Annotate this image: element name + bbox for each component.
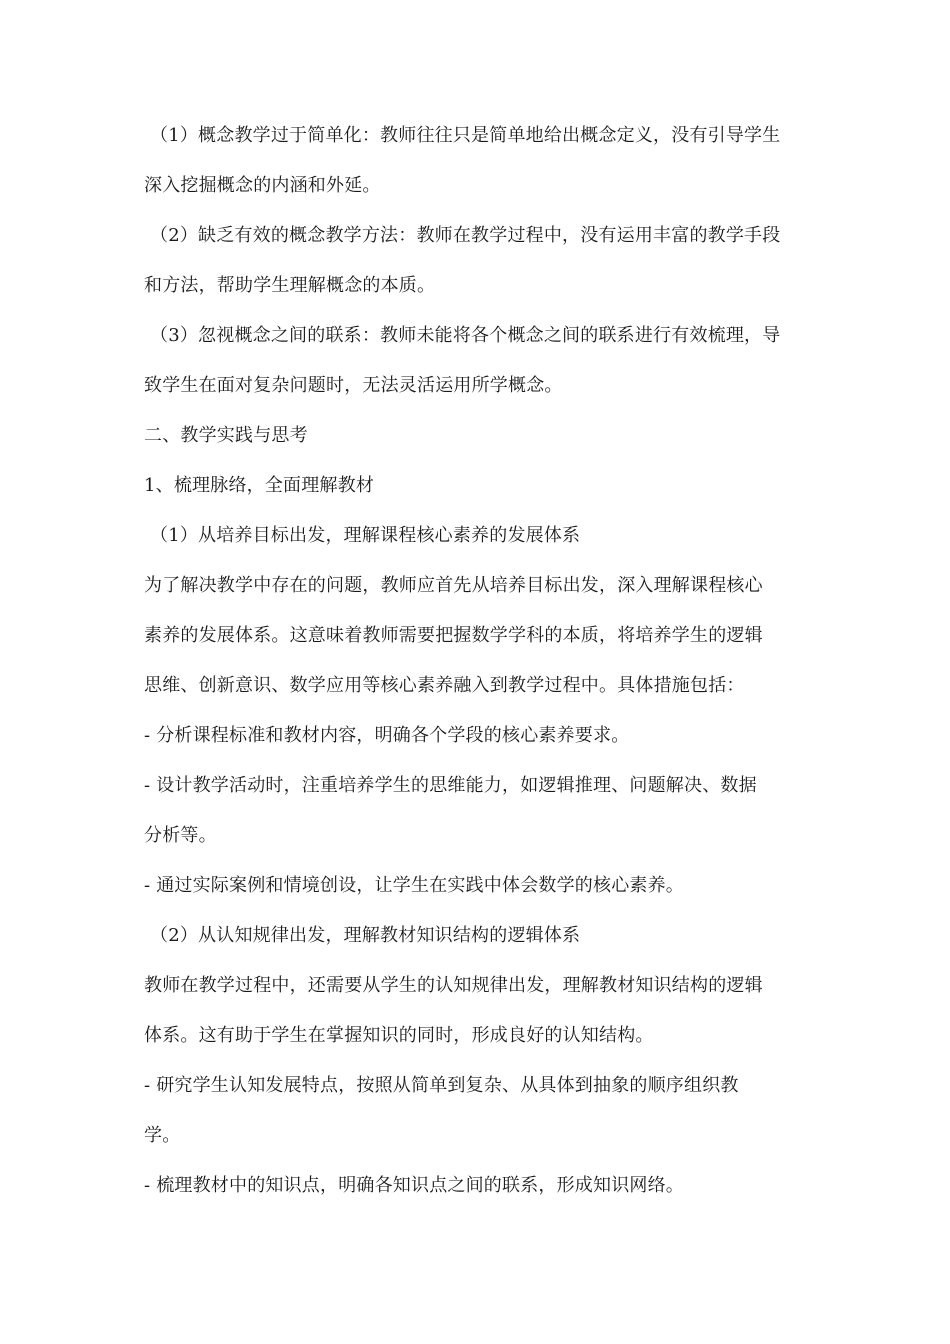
- subsection-item-heading: （2）从认知规律出发，理解教材知识结构的逻辑体系: [150, 925, 581, 946]
- list-item: - 通过实际案例和情境创设，让学生在实践中体会数学的核心素养。: [144, 875, 685, 896]
- subsection-heading: 1、梳理脉络，全面理解教材: [144, 475, 375, 496]
- paragraph-line: （1）概念教学过于简单化：教师往往只是简单地给出概念定义，没有引导学生: [150, 125, 781, 146]
- list-item: - 研究学生认知发展特点，按照从简单到复杂、从具体到抽象的顺序组织教: [144, 1075, 739, 1096]
- paragraph-line: （2）缺乏有效的概念教学方法：教师在教学过程中，没有运用丰富的教学手段: [150, 225, 781, 246]
- list-item: - 设计教学活动时，注重培养学生的思维能力，如逻辑推理、问题解决、数据: [144, 775, 757, 796]
- paragraph-line: 素养的发展体系。这意味着教师需要把握数学学科的本质，将培养学生的逻辑: [144, 625, 763, 646]
- paragraph-line: 体系。这有助于学生在掌握知识的同时，形成良好的认知结构。: [144, 1025, 654, 1046]
- paragraph-line: 思维、创新意识、数学应用等核心素养融入到教学过程中。具体措施包括：: [144, 675, 745, 696]
- list-item-continuation: 分析等。: [144, 825, 217, 846]
- paragraph-line: 教师在教学过程中，还需要从学生的认知规律出发，理解教材知识结构的逻辑: [144, 975, 763, 996]
- section-heading: 二、教学实践与思考: [144, 425, 308, 446]
- paragraph-line: 和方法，帮助学生理解概念的本质。: [144, 275, 436, 296]
- list-item: - 梳理教材中的知识点，明确各知识点之间的联系，形成知识网络。: [144, 1175, 685, 1196]
- subsection-item-heading: （1）从培养目标出发，理解课程核心素养的发展体系: [150, 525, 581, 546]
- paragraph-line: 为了解决教学中存在的问题，教师应首先从培养目标出发，深入理解课程核心: [144, 575, 763, 596]
- paragraph-line: （3）忽视概念之间的联系：教师未能将各个概念之间的联系进行有效梳理，导: [150, 325, 781, 346]
- paragraph-line: 致学生在面对复杂问题时，无法灵活运用所学概念。: [144, 375, 563, 396]
- list-item: - 分析课程标准和教材内容，明确各个学段的核心素养要求。: [144, 725, 630, 746]
- paragraph-line: 深入挖掘概念的内涵和外延。: [144, 175, 381, 196]
- list-item-continuation: 学。: [144, 1125, 181, 1146]
